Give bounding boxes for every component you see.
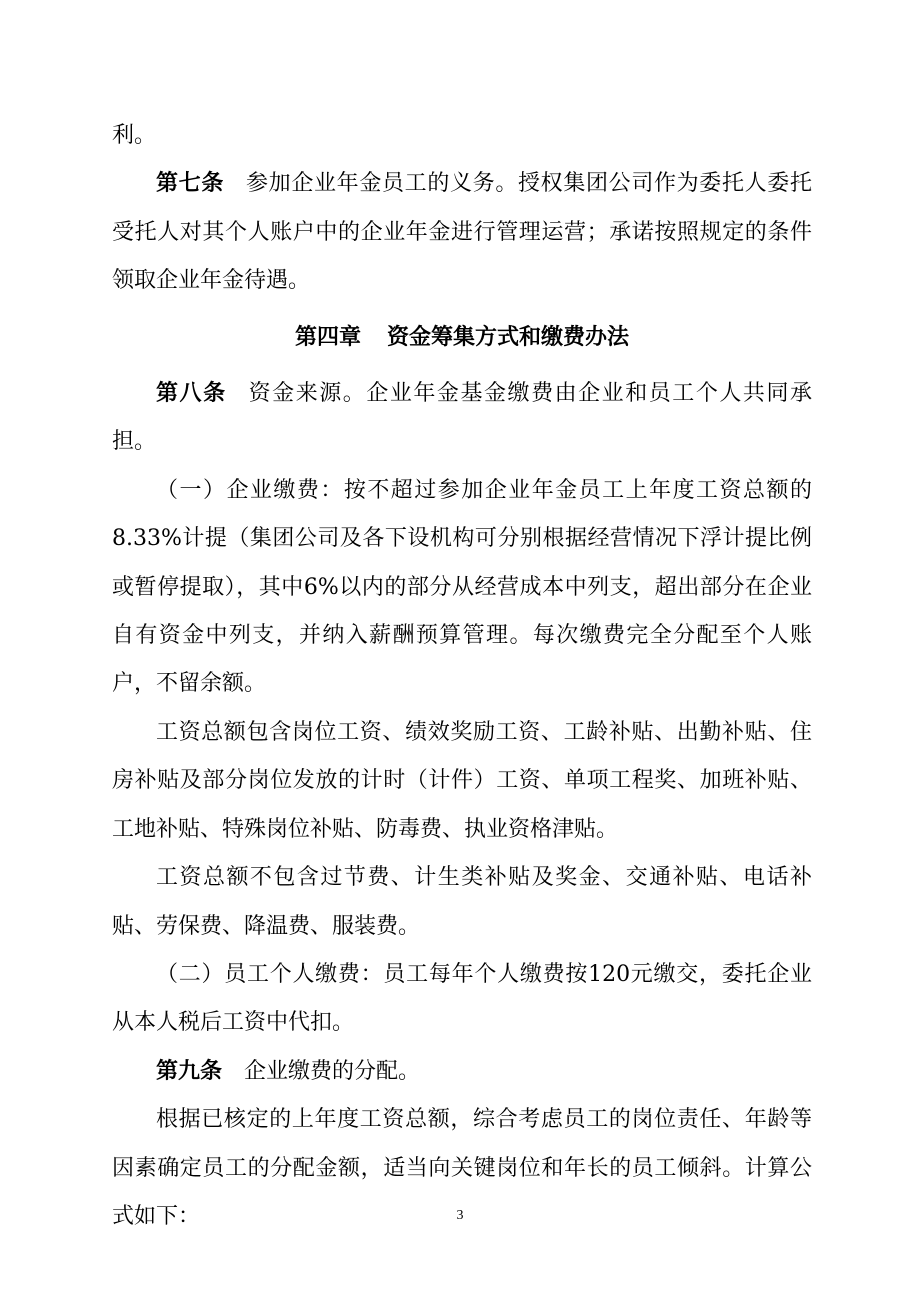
enterprise-contribution-paragraph: （一）企业缴费：按不超过参加企业年金员工上年度工资总额的8.33%计提（集团公司及各下设机构可分别根据经营情况下浮计提比例或暂停提取），其中6%以内的部分从经营成本中列支，超出部分在企业自有资金中列支，并纳入薪酬预算管理。每次缴费完全分配至个人账户，不留余额。 <box>112 477 812 697</box>
page-number: 3 <box>456 1208 464 1223</box>
chapter-4-heading <box>112 314 812 362</box>
article-8 <box>112 370 812 467</box>
article-9-text: 企业缴费的分配。 <box>244 1058 421 1084</box>
chapter-4-title: 资金筹集方式和缴费办法 <box>387 324 630 350</box>
allocation-paragraph: 根据已核定的上年度工资总额，综合考虑员工的岗位责任、年龄等因素确定员工的分配金额，适当向关键岗位和年长的员工倾斜。计算公式如下： <box>112 1107 812 1229</box>
wage-excludes-paragraph: 工资总额不包含过节费、计生类补贴及奖金、交通补贴、电话补贴、劳保费、降温费、服装费。 <box>112 865 812 939</box>
chapter-4-number: 第四章 <box>294 324 361 350</box>
wage-includes-paragraph: 工资总额包含岗位工资、绩效奖励工资、工龄补贴、出勤补贴、住房补贴及部分岗位发放的计时（计件）工资、单项工程奖、加班补贴、工地补贴、特殊岗位补贴、防毒费、执业资格津贴。 <box>112 719 812 842</box>
article-9 <box>112 1048 812 1096</box>
article-9-label: 第九条 <box>156 1058 223 1084</box>
article-8-text: 资金来源。企业年金基金缴费由企业和员工个人共同承担。 <box>112 381 812 455</box>
article-8-label: 第八条 <box>156 381 227 407</box>
document-body <box>112 112 812 1241</box>
article-7-label: 第七条 <box>156 171 224 197</box>
employee-contribution-paragraph: （二）员工个人缴费：员工每年个人缴费按120元缴交，委托企业从本人税后工资中代扣。 <box>112 961 812 1036</box>
carryover-text: 利。 <box>112 123 157 148</box>
article-7 <box>112 160 812 305</box>
article-7-text: 参加企业年金员工的义务。授权集团公司作为委托人委托受托人对其个人账户中的企业年金进行管理运营；承诺按照规定的条件领取企业年金待遇。 <box>112 171 812 294</box>
